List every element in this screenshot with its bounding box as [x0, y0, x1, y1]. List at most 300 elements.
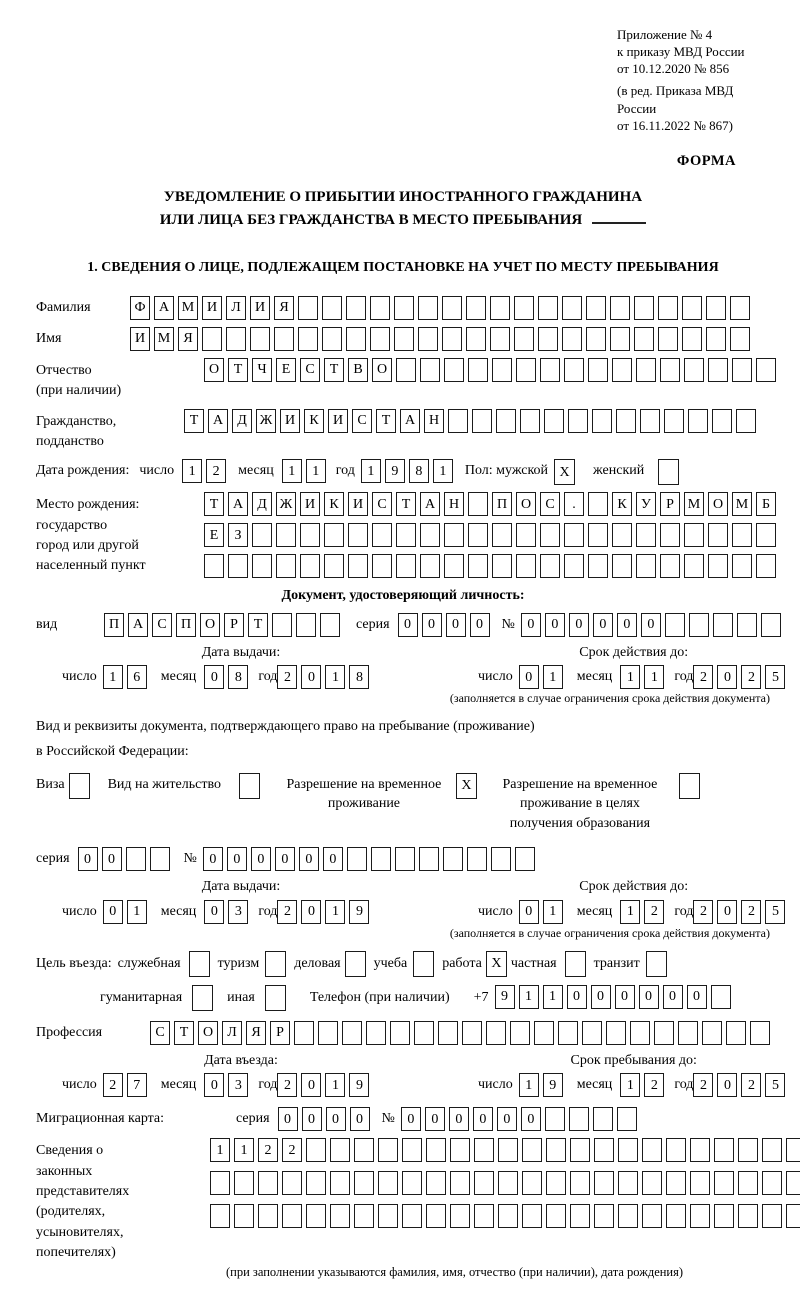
char-cell[interactable]: Т — [324, 358, 344, 382]
char-cell[interactable] — [762, 1171, 782, 1195]
char-cell[interactable] — [612, 358, 632, 382]
char-cell[interactable]: 1 — [433, 459, 453, 483]
char-cell[interactable]: 2 — [644, 1073, 664, 1097]
char-cell[interactable] — [726, 1021, 746, 1045]
char-cell[interactable]: 0 — [78, 847, 98, 871]
char-cell[interactable] — [634, 327, 654, 351]
char-cell[interactable] — [444, 523, 464, 547]
char-cell[interactable] — [330, 1171, 350, 1195]
char-cell[interactable] — [204, 554, 224, 578]
char-cell[interactable] — [420, 554, 440, 578]
char-cell[interactable] — [276, 523, 296, 547]
char-cell[interactable]: . — [564, 492, 584, 516]
char-cell[interactable] — [706, 327, 726, 351]
char-cell[interactable]: 0 — [251, 847, 271, 871]
char-cell[interactable] — [396, 554, 416, 578]
char-cell[interactable] — [448, 409, 468, 433]
char-cell[interactable] — [258, 1171, 278, 1195]
char-cell[interactable]: 2 — [277, 665, 297, 689]
char-cell[interactable]: И — [130, 327, 150, 351]
char-cell[interactable]: М — [684, 492, 704, 516]
char-cell[interactable] — [450, 1138, 470, 1162]
char-cell[interactable] — [702, 1021, 722, 1045]
char-cell[interactable] — [688, 409, 708, 433]
char-cell[interactable]: Я — [178, 327, 198, 351]
char-cell[interactable]: З — [228, 523, 248, 547]
char-cell[interactable]: 0 — [323, 847, 343, 871]
char-cell[interactable]: Т — [184, 409, 204, 433]
char-cell[interactable]: Ж — [256, 409, 276, 433]
char-cell[interactable] — [298, 296, 318, 320]
char-cell[interactable]: 2 — [693, 900, 713, 924]
char-cell[interactable] — [630, 1021, 650, 1045]
char-cell[interactable]: А — [128, 613, 148, 637]
char-cell[interactable] — [515, 847, 535, 871]
char-cell[interactable] — [520, 409, 540, 433]
char-cell[interactable]: 0 — [569, 613, 589, 637]
char-cell[interactable] — [732, 554, 752, 578]
char-cell[interactable] — [642, 1138, 662, 1162]
char-cell[interactable] — [682, 296, 702, 320]
char-cell[interactable] — [150, 847, 170, 871]
char-cell[interactable] — [586, 327, 606, 351]
char-cell[interactable] — [444, 554, 464, 578]
char-cell[interactable]: О — [372, 358, 392, 382]
char-cell[interactable] — [342, 1021, 362, 1045]
char-cell[interactable] — [732, 358, 752, 382]
char-cell[interactable] — [666, 1138, 686, 1162]
char-cell[interactable] — [642, 1171, 662, 1195]
char-cell[interactable] — [664, 409, 684, 433]
char-cell[interactable]: 1 — [519, 985, 539, 1009]
char-cell[interactable]: 6 — [127, 665, 147, 689]
char-cell[interactable] — [444, 358, 464, 382]
char-cell[interactable] — [534, 1021, 554, 1045]
char-cell[interactable]: И — [348, 492, 368, 516]
char-cell[interactable] — [234, 1204, 254, 1228]
char-cell[interactable] — [394, 327, 414, 351]
char-cell[interactable]: 1 — [103, 665, 123, 689]
char-cell[interactable]: Т — [174, 1021, 194, 1045]
char-cell[interactable]: 1 — [620, 665, 640, 689]
char-cell[interactable] — [322, 327, 342, 351]
char-cell[interactable]: 2 — [741, 665, 761, 689]
temp-residence-checkbox[interactable]: X — [456, 773, 477, 799]
char-cell[interactable] — [514, 327, 534, 351]
char-cell[interactable] — [474, 1138, 494, 1162]
char-cell[interactable]: 0 — [497, 1107, 517, 1131]
char-cell[interactable] — [472, 409, 492, 433]
char-cell[interactable] — [395, 847, 415, 871]
char-cell[interactable] — [636, 554, 656, 578]
purpose-other-checkbox[interactable] — [265, 985, 286, 1011]
char-cell[interactable] — [467, 847, 487, 871]
char-cell[interactable] — [538, 327, 558, 351]
char-cell[interactable] — [617, 1107, 637, 1131]
char-cell[interactable] — [378, 1171, 398, 1195]
char-cell[interactable] — [708, 523, 728, 547]
char-cell[interactable]: А — [420, 492, 440, 516]
char-cell[interactable] — [306, 1171, 326, 1195]
char-cell[interactable]: М — [154, 327, 174, 351]
char-cell[interactable]: П — [176, 613, 196, 637]
char-cell[interactable] — [450, 1204, 470, 1228]
char-cell[interactable]: 3 — [228, 900, 248, 924]
char-cell[interactable]: 9 — [543, 1073, 563, 1097]
char-cell[interactable] — [618, 1204, 638, 1228]
char-cell[interactable]: 9 — [385, 459, 405, 483]
char-cell[interactable] — [366, 1021, 386, 1045]
char-cell[interactable] — [126, 847, 146, 871]
char-cell[interactable] — [330, 1204, 350, 1228]
char-cell[interactable] — [390, 1021, 410, 1045]
char-cell[interactable]: 8 — [228, 665, 248, 689]
char-cell[interactable] — [490, 327, 510, 351]
char-cell[interactable] — [318, 1021, 338, 1045]
char-cell[interactable]: 0 — [227, 847, 247, 871]
char-cell[interactable] — [640, 409, 660, 433]
char-cell[interactable] — [492, 554, 512, 578]
char-cell[interactable]: 0 — [519, 665, 539, 689]
char-cell[interactable]: 1 — [182, 459, 202, 483]
char-cell[interactable] — [730, 327, 750, 351]
char-cell[interactable] — [594, 1171, 614, 1195]
char-cell[interactable]: Н — [424, 409, 444, 433]
char-cell[interactable]: 0 — [687, 985, 707, 1009]
char-cell[interactable]: 2 — [277, 1073, 297, 1097]
char-cell[interactable]: 2 — [741, 1073, 761, 1097]
char-cell[interactable]: 0 — [425, 1107, 445, 1131]
char-cell[interactable]: 0 — [401, 1107, 421, 1131]
char-cell[interactable]: 8 — [349, 665, 369, 689]
char-cell[interactable]: 2 — [103, 1073, 123, 1097]
char-cell[interactable]: Е — [276, 358, 296, 382]
char-cell[interactable] — [582, 1021, 602, 1045]
char-cell[interactable] — [738, 1138, 758, 1162]
char-cell[interactable]: Р — [660, 492, 680, 516]
char-cell[interactable] — [442, 296, 462, 320]
char-cell[interactable] — [588, 554, 608, 578]
char-cell[interactable]: 2 — [644, 900, 664, 924]
char-cell[interactable] — [420, 523, 440, 547]
char-cell[interactable]: 1 — [543, 985, 563, 1009]
char-cell[interactable] — [394, 296, 414, 320]
char-cell[interactable]: И — [202, 296, 222, 320]
char-cell[interactable] — [642, 1204, 662, 1228]
char-cell[interactable]: Б — [756, 492, 776, 516]
char-cell[interactable]: И — [328, 409, 348, 433]
char-cell[interactable]: 0 — [617, 613, 637, 637]
char-cell[interactable] — [296, 613, 316, 637]
char-cell[interactable]: А — [208, 409, 228, 433]
char-cell[interactable] — [402, 1138, 422, 1162]
char-cell[interactable] — [516, 358, 536, 382]
char-cell[interactable]: 8 — [409, 459, 429, 483]
char-cell[interactable] — [612, 554, 632, 578]
char-cell[interactable] — [594, 1138, 614, 1162]
char-cell[interactable] — [684, 358, 704, 382]
char-cell[interactable] — [618, 1171, 638, 1195]
char-cell[interactable] — [544, 409, 564, 433]
char-cell[interactable]: 1 — [210, 1138, 230, 1162]
char-cell[interactable]: 0 — [302, 1107, 322, 1131]
char-cell[interactable] — [690, 1171, 710, 1195]
char-cell[interactable] — [402, 1204, 422, 1228]
char-cell[interactable]: 1 — [620, 900, 640, 924]
char-cell[interactable] — [568, 409, 588, 433]
char-cell[interactable] — [468, 492, 488, 516]
char-cell[interactable]: 0 — [717, 900, 737, 924]
char-cell[interactable] — [736, 409, 756, 433]
char-cell[interactable] — [372, 554, 392, 578]
char-cell[interactable] — [300, 554, 320, 578]
char-cell[interactable]: К — [612, 492, 632, 516]
char-cell[interactable]: М — [732, 492, 752, 516]
char-cell[interactable] — [491, 847, 511, 871]
char-cell[interactable] — [226, 327, 246, 351]
char-cell[interactable] — [510, 1021, 530, 1045]
char-cell[interactable]: 1 — [543, 665, 563, 689]
char-cell[interactable] — [538, 296, 558, 320]
char-cell[interactable] — [610, 296, 630, 320]
char-cell[interactable]: 5 — [765, 900, 785, 924]
char-cell[interactable]: Л — [222, 1021, 242, 1045]
char-cell[interactable]: 2 — [741, 900, 761, 924]
char-cell[interactable] — [419, 847, 439, 871]
char-cell[interactable] — [516, 554, 536, 578]
char-cell[interactable] — [540, 554, 560, 578]
char-cell[interactable] — [274, 327, 294, 351]
char-cell[interactable] — [714, 1204, 734, 1228]
char-cell[interactable]: Т — [248, 613, 268, 637]
char-cell[interactable] — [450, 1171, 470, 1195]
char-cell[interactable]: Д — [232, 409, 252, 433]
char-cell[interactable]: 0 — [204, 900, 224, 924]
char-cell[interactable] — [346, 327, 366, 351]
char-cell[interactable]: И — [300, 492, 320, 516]
char-cell[interactable]: 2 — [693, 665, 713, 689]
char-cell[interactable] — [786, 1171, 800, 1195]
char-cell[interactable] — [588, 492, 608, 516]
char-cell[interactable] — [282, 1204, 302, 1228]
char-cell[interactable] — [438, 1021, 458, 1045]
char-cell[interactable] — [320, 613, 340, 637]
char-cell[interactable] — [378, 1138, 398, 1162]
char-cell[interactable] — [252, 523, 272, 547]
char-cell[interactable] — [492, 358, 512, 382]
char-cell[interactable]: 0 — [639, 985, 659, 1009]
char-cell[interactable] — [546, 1171, 566, 1195]
char-cell[interactable]: Д — [252, 492, 272, 516]
char-cell[interactable] — [756, 554, 776, 578]
char-cell[interactable] — [306, 1138, 326, 1162]
char-cell[interactable] — [738, 1204, 758, 1228]
char-cell[interactable] — [558, 1021, 578, 1045]
char-cell[interactable] — [324, 554, 344, 578]
char-cell[interactable] — [570, 1138, 590, 1162]
char-cell[interactable]: А — [154, 296, 174, 320]
char-cell[interactable] — [588, 358, 608, 382]
char-cell[interactable] — [443, 847, 463, 871]
char-cell[interactable]: 2 — [258, 1138, 278, 1162]
char-cell[interactable] — [516, 523, 536, 547]
char-cell[interactable] — [250, 327, 270, 351]
char-cell[interactable]: Е — [204, 523, 224, 547]
char-cell[interactable]: 0 — [204, 1073, 224, 1097]
char-cell[interactable] — [658, 327, 678, 351]
char-cell[interactable] — [420, 358, 440, 382]
char-cell[interactable]: Р — [270, 1021, 290, 1045]
char-cell[interactable] — [210, 1171, 230, 1195]
purpose-humanitarian-checkbox[interactable] — [192, 985, 213, 1011]
char-cell[interactable] — [496, 409, 516, 433]
char-cell[interactable]: М — [178, 296, 198, 320]
residence-permit-checkbox[interactable] — [239, 773, 260, 799]
char-cell[interactable] — [396, 523, 416, 547]
char-cell[interactable] — [202, 327, 222, 351]
char-cell[interactable] — [466, 327, 486, 351]
char-cell[interactable] — [666, 1204, 686, 1228]
char-cell[interactable]: 0 — [545, 613, 565, 637]
char-cell[interactable]: 0 — [301, 1073, 321, 1097]
char-cell[interactable]: 2 — [282, 1138, 302, 1162]
char-cell[interactable]: 1 — [127, 900, 147, 924]
char-cell[interactable]: 0 — [521, 613, 541, 637]
char-cell[interactable] — [370, 296, 390, 320]
char-cell[interactable] — [324, 523, 344, 547]
purpose-study-checkbox[interactable] — [413, 951, 434, 977]
char-cell[interactable]: Я — [274, 296, 294, 320]
char-cell[interactable] — [658, 296, 678, 320]
char-cell[interactable] — [546, 1204, 566, 1228]
char-cell[interactable] — [684, 523, 704, 547]
char-cell[interactable]: С — [372, 492, 392, 516]
char-cell[interactable] — [665, 613, 685, 637]
char-cell[interactable]: О — [516, 492, 536, 516]
char-cell[interactable]: 0 — [278, 1107, 298, 1131]
char-cell[interactable]: 0 — [301, 665, 321, 689]
char-cell[interactable]: Л — [226, 296, 246, 320]
char-cell[interactable] — [371, 847, 391, 871]
char-cell[interactable]: П — [104, 613, 124, 637]
char-cell[interactable] — [562, 296, 582, 320]
char-cell[interactable]: 1 — [282, 459, 302, 483]
char-cell[interactable] — [706, 296, 726, 320]
char-cell[interactable] — [660, 358, 680, 382]
purpose-transit-checkbox[interactable] — [646, 951, 667, 977]
char-cell[interactable]: 0 — [567, 985, 587, 1009]
char-cell[interactable]: 0 — [299, 847, 319, 871]
char-cell[interactable]: 7 — [127, 1073, 147, 1097]
char-cell[interactable]: О — [708, 492, 728, 516]
char-cell[interactable] — [234, 1171, 254, 1195]
char-cell[interactable] — [612, 523, 632, 547]
char-cell[interactable]: С — [540, 492, 560, 516]
char-cell[interactable]: 1 — [519, 1073, 539, 1097]
char-cell[interactable] — [252, 554, 272, 578]
char-cell[interactable] — [593, 1107, 613, 1131]
char-cell[interactable]: Я — [246, 1021, 266, 1045]
char-cell[interactable] — [712, 409, 732, 433]
char-cell[interactable] — [498, 1138, 518, 1162]
char-cell[interactable] — [756, 523, 776, 547]
char-cell[interactable] — [426, 1204, 446, 1228]
char-cell[interactable] — [708, 554, 728, 578]
char-cell[interactable] — [570, 1171, 590, 1195]
char-cell[interactable] — [678, 1021, 698, 1045]
char-cell[interactable] — [468, 523, 488, 547]
char-cell[interactable]: 1 — [306, 459, 326, 483]
char-cell[interactable]: 0 — [203, 847, 223, 871]
char-cell[interactable]: 0 — [591, 985, 611, 1009]
char-cell[interactable] — [468, 358, 488, 382]
char-cell[interactable]: 0 — [615, 985, 635, 1009]
char-cell[interactable] — [466, 296, 486, 320]
char-cell[interactable] — [762, 1204, 782, 1228]
char-cell[interactable] — [306, 1204, 326, 1228]
char-cell[interactable]: Т — [228, 358, 248, 382]
char-cell[interactable] — [522, 1138, 542, 1162]
char-cell[interactable]: 5 — [765, 665, 785, 689]
char-cell[interactable] — [418, 296, 438, 320]
char-cell[interactable] — [522, 1171, 542, 1195]
char-cell[interactable] — [370, 327, 390, 351]
char-cell[interactable]: А — [228, 492, 248, 516]
char-cell[interactable] — [562, 327, 582, 351]
char-cell[interactable] — [348, 554, 368, 578]
char-cell[interactable]: 0 — [204, 665, 224, 689]
char-cell[interactable] — [594, 1204, 614, 1228]
char-cell[interactable] — [347, 847, 367, 871]
char-cell[interactable] — [636, 523, 656, 547]
char-cell[interactable] — [442, 327, 462, 351]
char-cell[interactable]: 1 — [234, 1138, 254, 1162]
char-cell[interactable] — [282, 1171, 302, 1195]
char-cell[interactable]: 0 — [398, 613, 418, 637]
char-cell[interactable] — [418, 327, 438, 351]
purpose-tourism-checkbox[interactable] — [265, 951, 286, 977]
char-cell[interactable] — [498, 1204, 518, 1228]
char-cell[interactable] — [713, 613, 733, 637]
char-cell[interactable]: И — [280, 409, 300, 433]
char-cell[interactable] — [570, 1204, 590, 1228]
char-cell[interactable] — [660, 554, 680, 578]
char-cell[interactable] — [346, 296, 366, 320]
char-cell[interactable] — [666, 1171, 686, 1195]
char-cell[interactable]: 0 — [473, 1107, 493, 1131]
char-cell[interactable] — [545, 1107, 565, 1131]
char-cell[interactable] — [762, 1138, 782, 1162]
char-cell[interactable] — [756, 358, 776, 382]
char-cell[interactable] — [569, 1107, 589, 1131]
char-cell[interactable]: 1 — [325, 665, 345, 689]
char-cell[interactable]: 1 — [325, 900, 345, 924]
char-cell[interactable]: 0 — [521, 1107, 541, 1131]
char-cell[interactable] — [498, 1171, 518, 1195]
char-cell[interactable] — [708, 358, 728, 382]
char-cell[interactable] — [564, 358, 584, 382]
char-cell[interactable]: 0 — [326, 1107, 346, 1131]
char-cell[interactable]: 0 — [446, 613, 466, 637]
char-cell[interactable] — [714, 1138, 734, 1162]
char-cell[interactable]: Ж — [276, 492, 296, 516]
char-cell[interactable]: 0 — [593, 613, 613, 637]
char-cell[interactable]: О — [200, 613, 220, 637]
char-cell[interactable] — [684, 554, 704, 578]
char-cell[interactable]: 0 — [717, 665, 737, 689]
char-cell[interactable] — [486, 1021, 506, 1045]
char-cell[interactable]: 0 — [519, 900, 539, 924]
